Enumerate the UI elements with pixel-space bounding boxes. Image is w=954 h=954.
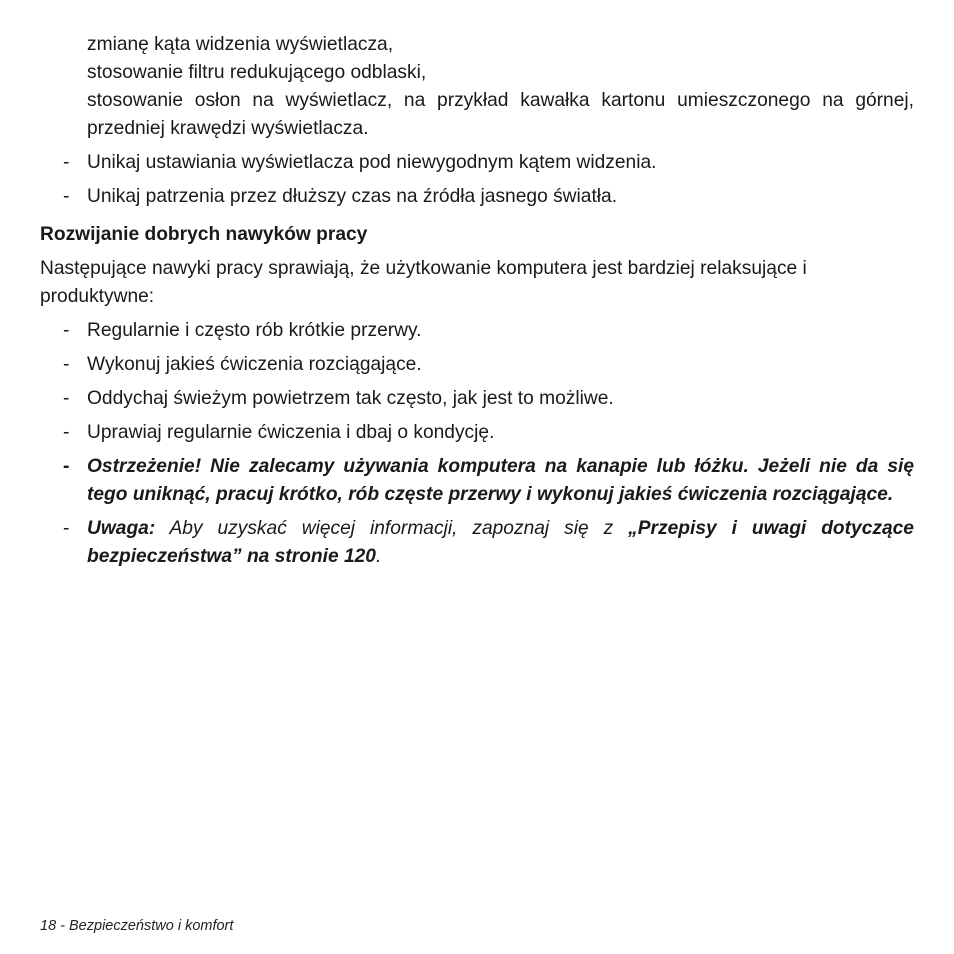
dash-bullet: - xyxy=(63,320,70,341)
list-item: - Unikaj ustawiania wyświetlacza pod niewygodnym kątem widzenia. xyxy=(40,149,914,177)
continuation-block xyxy=(40,31,914,143)
note-label: Uwaga: xyxy=(87,518,156,539)
warning-item xyxy=(40,453,914,509)
habits-list xyxy=(40,317,914,571)
cross-reference-link[interactable]: „Przepisy i uwagi dotyczące bezpieczeństwa” na stronie 120 xyxy=(87,518,914,567)
continuation-line: zmianę kąta widzenia wyświetlacza, xyxy=(87,34,394,55)
intro-paragraph: Następujące nawyki pracy sprawiają, że użytkowanie komputera jest bardziej relaksujące i produktywne: xyxy=(40,258,807,307)
document-body xyxy=(40,31,914,571)
list-item: - Unikaj patrzenia przez dłuższy czas na źródła jasnego światła. xyxy=(40,183,914,211)
list-item: - Wykonuj jakieś ćwiczenia rozciągające. xyxy=(40,351,914,379)
continuation-line: stosowanie osłon na wyświetlacz, na przykład kawałka kartonu umieszczonego na górnej, przedniej krawędzi wyświetlacza. xyxy=(87,90,914,139)
continuation-line: stosowanie filtru redukującego odblaski, xyxy=(87,62,427,83)
note-text: Aby uzyskać więcej informacji, zapoznaj się z xyxy=(155,518,629,539)
list-item: - Oddychaj świeżym powietrzem tak często, jak jest to możliwe. xyxy=(40,385,914,413)
note-item xyxy=(40,515,914,571)
dash-bullet: - xyxy=(63,152,70,173)
dash-bullet: - xyxy=(63,388,70,409)
warning-text: Ostrzeżenie! Nie zalecamy używania komputera na kanapie lub łóżku. Jeżeli nie da się tego uniknąć, pracuj krótko, rób częste przerwy i wykonuj jakieś ćwiczenia rozciągające. xyxy=(87,456,914,505)
dash-bullet: - xyxy=(63,518,70,539)
page-footer: 18 - Bezpieczeństwo i komfort xyxy=(40,918,234,934)
section-heading: Rozwijanie dobrych nawyków pracy xyxy=(40,224,368,245)
dash-bullet: - xyxy=(63,354,70,375)
note-end: . xyxy=(375,546,382,567)
dash-bullet: - xyxy=(63,422,70,443)
dash-bullet: - xyxy=(63,186,70,207)
ergonomics-list xyxy=(40,149,914,211)
dash-bullet: - xyxy=(63,456,70,477)
list-item: - Regularnie i często rób krótkie przerwy. xyxy=(40,317,914,345)
list-item: - Uprawiaj regularnie ćwiczenia i dbaj o kondycję. xyxy=(40,419,914,447)
